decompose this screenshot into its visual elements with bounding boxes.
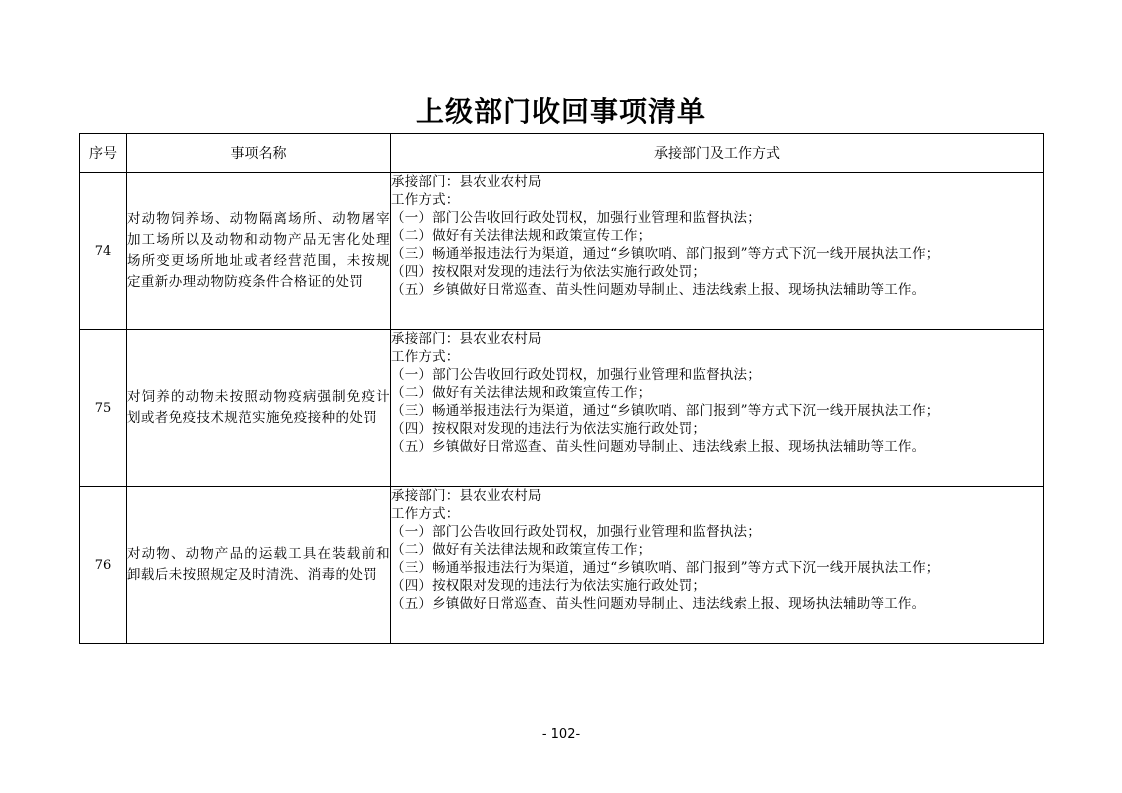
item-name: 对饲养的动物未按照动物疫病强制免疫计划或者免疫技术规范实施免疫接种的处罚 [127,330,391,487]
header-name: 事项名称 [127,134,391,173]
method-line: （一）部门公告收回行政处罚权，加强行业管理和监督执法； [391,210,761,226]
method-line: （五）乡镇做好日常巡查、苗头性问题劝导制止、违法线索上报、现场执法辅助等工作。 [391,282,926,298]
method-line: （一）部门公告收回行政处罚权，加强行业管理和监督执法； [391,524,761,540]
method-line: （一）部门公告收回行政处罚权，加强行业管理和监督执法； [391,367,761,383]
method-line: （五）乡镇做好日常巡查、苗头性问题劝导制止、违法线索上报、现场执法辅助等工作。 [391,596,926,612]
method-line: 承接部门：县农业农村局 [391,331,542,347]
document-title: 上级部门收回事项清单 [415,95,706,128]
header-no: 序号 [80,134,127,173]
method-line: （三）畅通举报违法行为渠道，通过“乡镇吹哨、部门报到”等方式下沉一线开展执法工作； [391,403,940,419]
method-line: （三）畅通举报违法行为渠道，通过“乡镇吹哨、部门报到”等方式下沉一线开展执法工作； [391,560,940,576]
handling-method [391,330,1044,487]
row-number: 76 [80,487,127,644]
row-number: 75 [80,330,127,487]
method-line: （五）乡镇做好日常巡查、苗头性问题劝导制止、违法线索上报、现场执法辅助等工作。 [391,439,926,455]
page-number: - 102- [541,727,581,742]
method-line: 工作方式： [391,349,460,365]
method-line: （二）做好有关法律法规和政策宣传工作； [391,542,652,558]
items-table [79,133,1044,644]
table-row [80,173,1044,330]
item-name: 对动物饲养场、动物隔离场所、动物屠宰加工场所以及动物和动物产品无害化处理场所变更场所地址或者经营范围，未按规定重新办理动物防疫条件合格证的处罚 [127,173,391,330]
method-line: 工作方式： [391,506,460,522]
method-line: 承接部门：县农业农村局 [391,174,542,190]
item-name: 对动物、动物产品的运载工具在装载前和卸载后未按照规定及时清洗、消毒的处罚 [127,487,391,644]
table-row [80,330,1044,487]
header-method: 承接部门及工作方式 [391,134,1044,173]
method-line: （四）按权限对发现的违法行为依法实施行政处罚； [391,578,707,594]
row-number: 74 [80,173,127,330]
method-line: 工作方式： [391,192,460,208]
method-line: （二）做好有关法律法规和政策宣传工作； [391,228,652,244]
method-line: （四）按权限对发现的违法行为依法实施行政处罚； [391,421,707,437]
handling-method [391,173,1044,330]
method-line: （四）按权限对发现的违法行为依法实施行政处罚； [391,264,707,280]
table-header-row [80,134,1044,173]
handling-method [391,487,1044,644]
method-line: 承接部门：县农业农村局 [391,488,542,504]
method-line: （二）做好有关法律法规和政策宣传工作； [391,385,652,401]
table-row [80,487,1044,644]
method-line: （三）畅通举报违法行为渠道，通过“乡镇吹哨、部门报到”等方式下沉一线开展执法工作； [391,246,940,262]
